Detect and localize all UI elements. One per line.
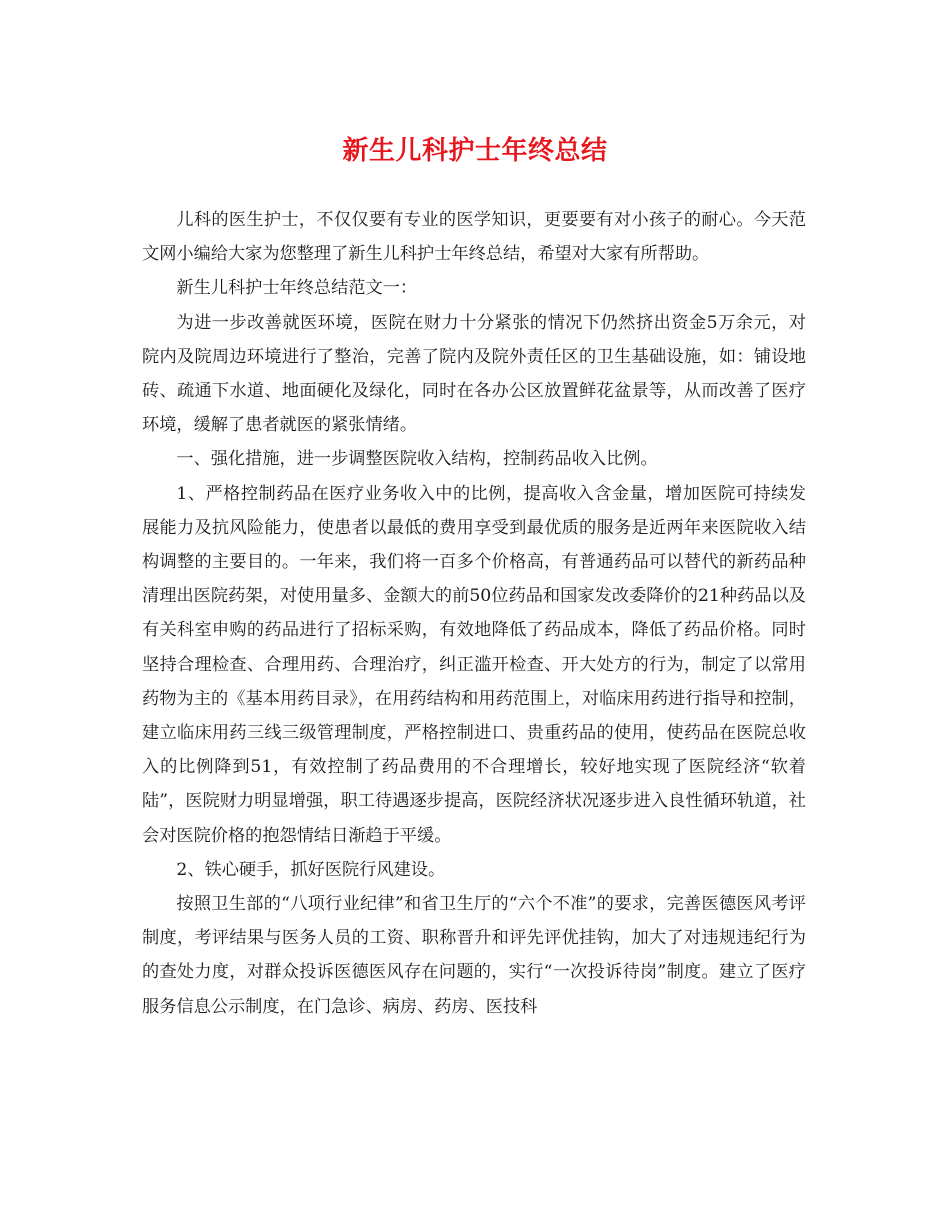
paragraph-drug-control: 1、严格控制药品在医疗业务收入中的比例，提高收入含金量，增加医院可持续发展能力及抗风险能力，使患者以最低的费用享受到最优质的服务是近两年来医院收入结构调整的主要目的。一年来，我们将一百多个价格高，有普通药品可以替代的新药品种清理出医院药架，对使用量多、金额大的前50位药品和国家发改委降价的21种药品以及有关科室申购的药品进行了招标采购，有效地降低了药品成本，降低了药品价格。同时坚持合理检查、合理用药、合理治疗，纠正滥开检查、开大处方的行为，制定了以常用药物为主的《基本用药目录》，在用药结构和用药范围上，对临床用药进行指导和控制，建立临床用药三线三级管理制度，严格控制进口、贵重药品的使用，使药品在医院总收入的比例降到51，有效控制了药品费用的不合理增长，较好地实现了医院经济“软着陆”，医院财力明显增强，职工待遇逐步提高，医院经济状况逐步进入良性循环轨道，社会对医院价格的抱怨情结日渐趋于平缓。 [142, 483, 806, 846]
paragraph-intro: 儿科的医生护士，不仅仅要有专业的医学知识，更要要有对小孩子的耐心。今天范文网小编给大家为您整理了新生儿科护士年终总结，希望对大家有所帮助。 [142, 210, 806, 265]
paragraph-example-heading: 新生儿科护士年终总结范文一： [176, 278, 418, 299]
paragraph-ethics: 按照卫生部的“八项行业纪律”和省卫生厅的“六个不准”的要求，完善医德医风考评制度，考评结果与医务人员的工资、职称晋升和评先评优挂钩，加大了对违规违纪行为的查处力度，对群众投诉医德医风存在问题的，实行“一次投诉待岗”制度。建立了医疗服务信息公示制度，在门急诊、病房、药房、医技科 [142, 894, 806, 1017]
paragraph-environment: 为进一步改善就医环境，医院在财力十分紧张的情况下仍然挤出资金5万余元，对院内及院周边环境进行了整治，完善了院内及院外责任区的卫生基础设施，如：铺设地砖、疏通下水道、地面硬化及绿化，同时在各办公区放置鲜花盆景等，从而改善了医疗环境，缓解了患者就医的紧张情绪。 [142, 312, 806, 436]
section-heading-2: 2、铁心硬手，抓好医院行风建设。 [176, 859, 446, 880]
page-title: 新生儿科护士年终总结 [342, 136, 608, 166]
document-body [142, 203, 806, 1024]
section-heading-1: 一、强化措施，进一步调整医院收入结构，控制药品收入比例。 [176, 449, 658, 470]
